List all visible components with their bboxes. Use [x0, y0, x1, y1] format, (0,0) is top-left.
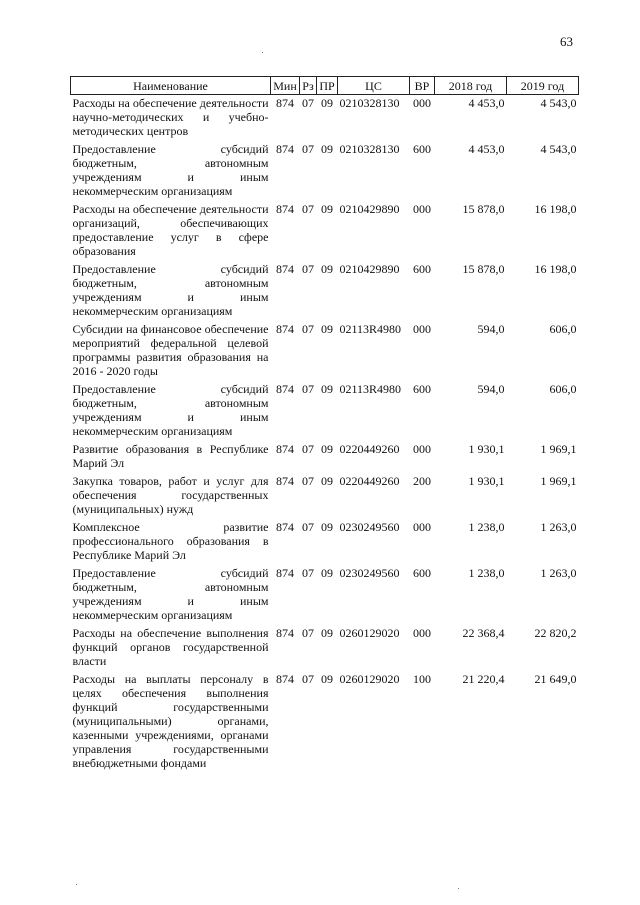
table-row: [71, 625, 579, 671]
table-row: [71, 519, 579, 565]
header-rz: Рз: [300, 77, 317, 95]
cell-min: 874: [276, 322, 294, 336]
header-2019: 2019 год: [507, 77, 579, 95]
cell-2019: 1 263,0: [540, 566, 577, 580]
cell-2019: 16 198,0: [534, 202, 577, 216]
cell-2019: 4 543,0: [540, 142, 577, 156]
header-name: Наименование: [71, 77, 271, 95]
cell-cs: 0210429890: [339, 262, 400, 276]
header-cs: ЦС: [338, 77, 410, 95]
cell-vr: 200: [413, 474, 431, 488]
cell-2019: 4 543,0: [540, 96, 577, 110]
cell-vr: 600: [413, 382, 431, 396]
cell-cs: 02113R4980: [339, 382, 402, 396]
header-vr: ВР: [410, 77, 435, 95]
cell-name: Расходы на выплаты персоналу в целях обеспечения выполнения функций государственными (муниципальными) органами, казенными учреждениями, органами управления государственными внебюджетными фондами: [72, 672, 269, 770]
cell-rz: 07: [302, 262, 314, 276]
cell-min: 874: [276, 202, 294, 216]
table-header-row: [71, 77, 579, 95]
cell-rz: 07: [302, 142, 314, 156]
cell-cs: 0210429890: [339, 202, 400, 216]
cell-pr: 09: [321, 442, 333, 456]
page-number: 63: [560, 34, 573, 49]
cell-vr: 000: [413, 322, 431, 336]
cell-pr: 09: [321, 262, 333, 276]
cell-rz: 07: [302, 442, 314, 456]
cell-2019: 1 969,1: [540, 442, 577, 456]
cell-2018: 4 453,0: [468, 96, 505, 110]
scan-speck: [262, 52, 263, 53]
cell-min: 874: [276, 672, 294, 686]
cell-min: 874: [276, 474, 294, 488]
cell-min: 874: [276, 626, 294, 640]
cell-rz: 07: [302, 566, 314, 580]
cell-vr: 100: [413, 672, 431, 686]
scan-speck: [458, 888, 459, 889]
table-row: [71, 261, 579, 321]
cell-cs: 0230249560: [339, 566, 400, 580]
header-2018: 2018 год: [435, 77, 507, 95]
cell-cs: 0230249560: [339, 520, 400, 534]
cell-rz: 07: [302, 474, 314, 488]
cell-min: 874: [276, 382, 294, 396]
cell-rz: 07: [302, 202, 314, 216]
cell-pr: 09: [321, 626, 333, 640]
cell-cs: 0210328130: [339, 96, 400, 110]
cell-rz: 07: [302, 520, 314, 534]
cell-2018: 15 878,0: [462, 202, 505, 216]
cell-pr: 09: [321, 202, 333, 216]
table-row: [71, 671, 579, 773]
cell-vr: 600: [413, 262, 431, 276]
table-row: [71, 473, 579, 519]
cell-vr: 000: [413, 442, 431, 456]
cell-pr: 09: [321, 672, 333, 686]
cell-name: Расходы на обеспечение выполнения функций органов государственной власти: [72, 626, 269, 668]
cell-cs: 0210328130: [339, 142, 400, 156]
cell-2018: 594,0: [477, 382, 505, 396]
cell-pr: 09: [321, 142, 333, 156]
cell-min: 874: [276, 142, 294, 156]
cell-pr: 09: [321, 566, 333, 580]
cell-name: Закупка товаров, работ и услуг для обеспечения государственных (муниципальных) нужд: [72, 474, 269, 516]
cell-2019: 1 969,1: [540, 474, 577, 488]
cell-2018: 1 238,0: [468, 520, 505, 534]
cell-vr: 000: [413, 626, 431, 640]
cell-2018: 22 368,4: [462, 626, 505, 640]
cell-pr: 09: [321, 96, 333, 110]
cell-rz: 07: [302, 672, 314, 686]
cell-vr: 000: [413, 96, 431, 110]
scan-speck: [76, 884, 77, 885]
cell-2019: 21 649,0: [534, 672, 577, 686]
cell-2019: 1 263,0: [540, 520, 577, 534]
cell-name: Развитие образования в Республике Марий Эл: [72, 442, 269, 470]
budget-table: [70, 76, 579, 773]
cell-vr: 600: [413, 566, 431, 580]
cell-2019: 606,0: [549, 322, 577, 336]
cell-2018: 21 220,4: [462, 672, 505, 686]
cell-cs: 02113R4980: [339, 322, 402, 336]
cell-vr: 600: [413, 142, 431, 156]
cell-2018: 1 238,0: [468, 566, 505, 580]
cell-name: Предоставление субсидий бюджетным, автономным учреждениям и иным некоммерческим организациям: [72, 142, 269, 198]
table-row: [71, 201, 579, 261]
cell-min: 874: [276, 442, 294, 456]
cell-2018: 1 930,1: [468, 442, 505, 456]
cell-vr: 000: [413, 202, 431, 216]
cell-pr: 09: [321, 382, 333, 396]
cell-2019: 22 820,2: [534, 626, 577, 640]
table-row: [71, 95, 579, 142]
cell-pr: 09: [321, 322, 333, 336]
cell-cs: 0220449260: [339, 474, 400, 488]
cell-2019: 16 198,0: [534, 262, 577, 276]
cell-name: Расходы на обеспечение деятельности научно-методических и учебно-методических центров: [72, 96, 269, 138]
cell-name: Предоставление субсидий бюджетным, автономным учреждениям и иным некоммерческим организациям: [72, 382, 269, 438]
cell-cs: 0260129020: [339, 626, 400, 640]
cell-2018: 4 453,0: [468, 142, 505, 156]
cell-2018: 1 930,1: [468, 474, 505, 488]
cell-rz: 07: [302, 382, 314, 396]
table-row: [71, 441, 579, 473]
cell-name: Предоставление субсидий бюджетным, автономным учреждениям и иным некоммерческим организациям: [72, 566, 269, 622]
cell-rz: 07: [302, 322, 314, 336]
cell-min: 874: [276, 520, 294, 534]
header-pr: ПР: [317, 77, 338, 95]
cell-min: 874: [276, 566, 294, 580]
cell-cs: 0260129020: [339, 672, 400, 686]
cell-min: 874: [276, 262, 294, 276]
table-row: [71, 141, 579, 201]
cell-name: Комплексное развитие профессионального образования в Республике Марий Эл: [72, 520, 269, 562]
cell-2018: 594,0: [477, 322, 505, 336]
cell-2019: 606,0: [549, 382, 577, 396]
cell-pr: 09: [321, 520, 333, 534]
cell-name: Субсидии на финансовое обеспечение мероприятий федеральной целевой программы развития образования на 2016 - 2020 годы: [72, 322, 269, 378]
cell-rz: 07: [302, 96, 314, 110]
cell-name: Расходы на обеспечение деятельности организаций, обеспечивающих предоставление услуг в сфере образования: [72, 202, 269, 258]
cell-2018: 15 878,0: [462, 262, 505, 276]
cell-min: 874: [276, 96, 294, 110]
cell-vr: 000: [413, 520, 431, 534]
cell-rz: 07: [302, 626, 314, 640]
cell-pr: 09: [321, 474, 333, 488]
table-row: [71, 565, 579, 625]
table-row: [71, 381, 579, 441]
table-row: [71, 321, 579, 381]
cell-cs: 0220449260: [339, 442, 400, 456]
header-min: Мин: [271, 77, 300, 95]
cell-name: Предоставление субсидий бюджетным, автономным учреждениям и иным некоммерческим организациям: [72, 262, 269, 318]
